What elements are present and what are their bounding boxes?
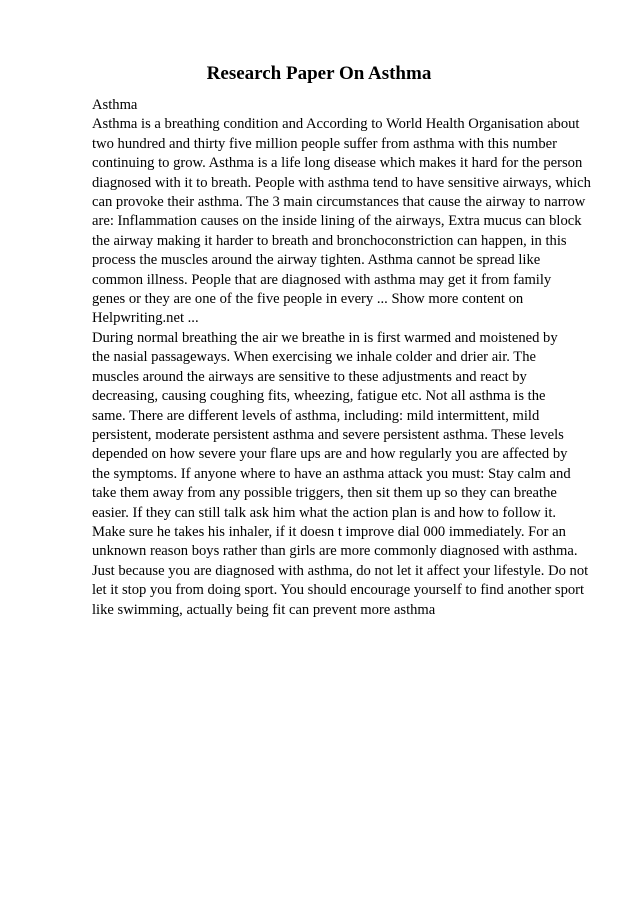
text-line: process the muscles around the airway tighten. Asthma cannot be spread like [92, 252, 541, 269]
text-line: the symptoms. If anyone where to have an asthma attack you must: Stay calm and [92, 465, 571, 482]
text-line: Asthma [92, 97, 138, 113]
text-line: muscles around the airways are sensitive to these adjustments and react by [92, 368, 527, 385]
text-line: Make sure he takes his inhaler, if it doesn t improve dial 000 immediately. For an [92, 523, 566, 540]
text-line: During normal breathing the air we breathe in is first warmed and moistened by [92, 329, 558, 346]
text-line: unknown reason boys rather than girls are more commonly diagnosed with asthma. [92, 543, 578, 560]
text-line: Asthma is a breathing condition and According to World Health Organisation about [92, 116, 580, 133]
text-line: continuing to grow. Asthma is a life long disease which makes it hard for the person [92, 155, 583, 172]
text-line: like swimming, actually being fit can prevent more asthma [92, 601, 436, 618]
text-line: let it stop you from doing sport. You should encourage yourself to find another sport [92, 582, 585, 599]
text-line: depended on how severe your flare ups are and how regularly you are affected by [92, 446, 568, 463]
text-line: the airway making it harder to breath and bronchoconstriction can happen, in this [92, 232, 567, 249]
body-text [92, 96, 592, 620]
text-line: genes or they are one of the five people in every ... Show more content on [92, 291, 524, 308]
text-line: Just because you are diagnosed with asthma, do not let it affect your lifestyle. Do not [92, 562, 589, 579]
text-line: same. There are different levels of asthma, including: mild intermittent, mild [92, 407, 540, 424]
text-line: Helpwriting.net ... [92, 310, 199, 327]
text-line: two hundred and thirty five million people suffer from asthma with this number [92, 135, 558, 152]
page-title: Research Paper On Asthma [206, 63, 432, 84]
text-line: take them away from any possible triggers, then sit them up so they can breathe [92, 485, 557, 502]
text-line: can provoke their asthma. The 3 main circumstances that cause the airway to narrow [92, 194, 586, 211]
text-line: easier. If they can still talk ask him what the action plan is and how to follow it. [92, 504, 557, 521]
text-line: diagnosed with it to breath. People with asthma tend to have sensitive airways, which [92, 174, 591, 191]
text-line: decreasing, causing coughing fits, wheezing, fatigue etc. Not all asthma is the [92, 388, 546, 405]
text-line: the nasial passageways. When exercising we inhale colder and drier air. The [92, 349, 536, 366]
text-line: are: Inflammation causes on the inside lining of the airways, Extra mucus can block [92, 213, 582, 230]
text-line: common illness. People that are diagnosed with asthma may get it from family [92, 271, 552, 288]
text-line: persistent, moderate persistent asthma and severe persistent asthma. These levels [92, 426, 564, 443]
